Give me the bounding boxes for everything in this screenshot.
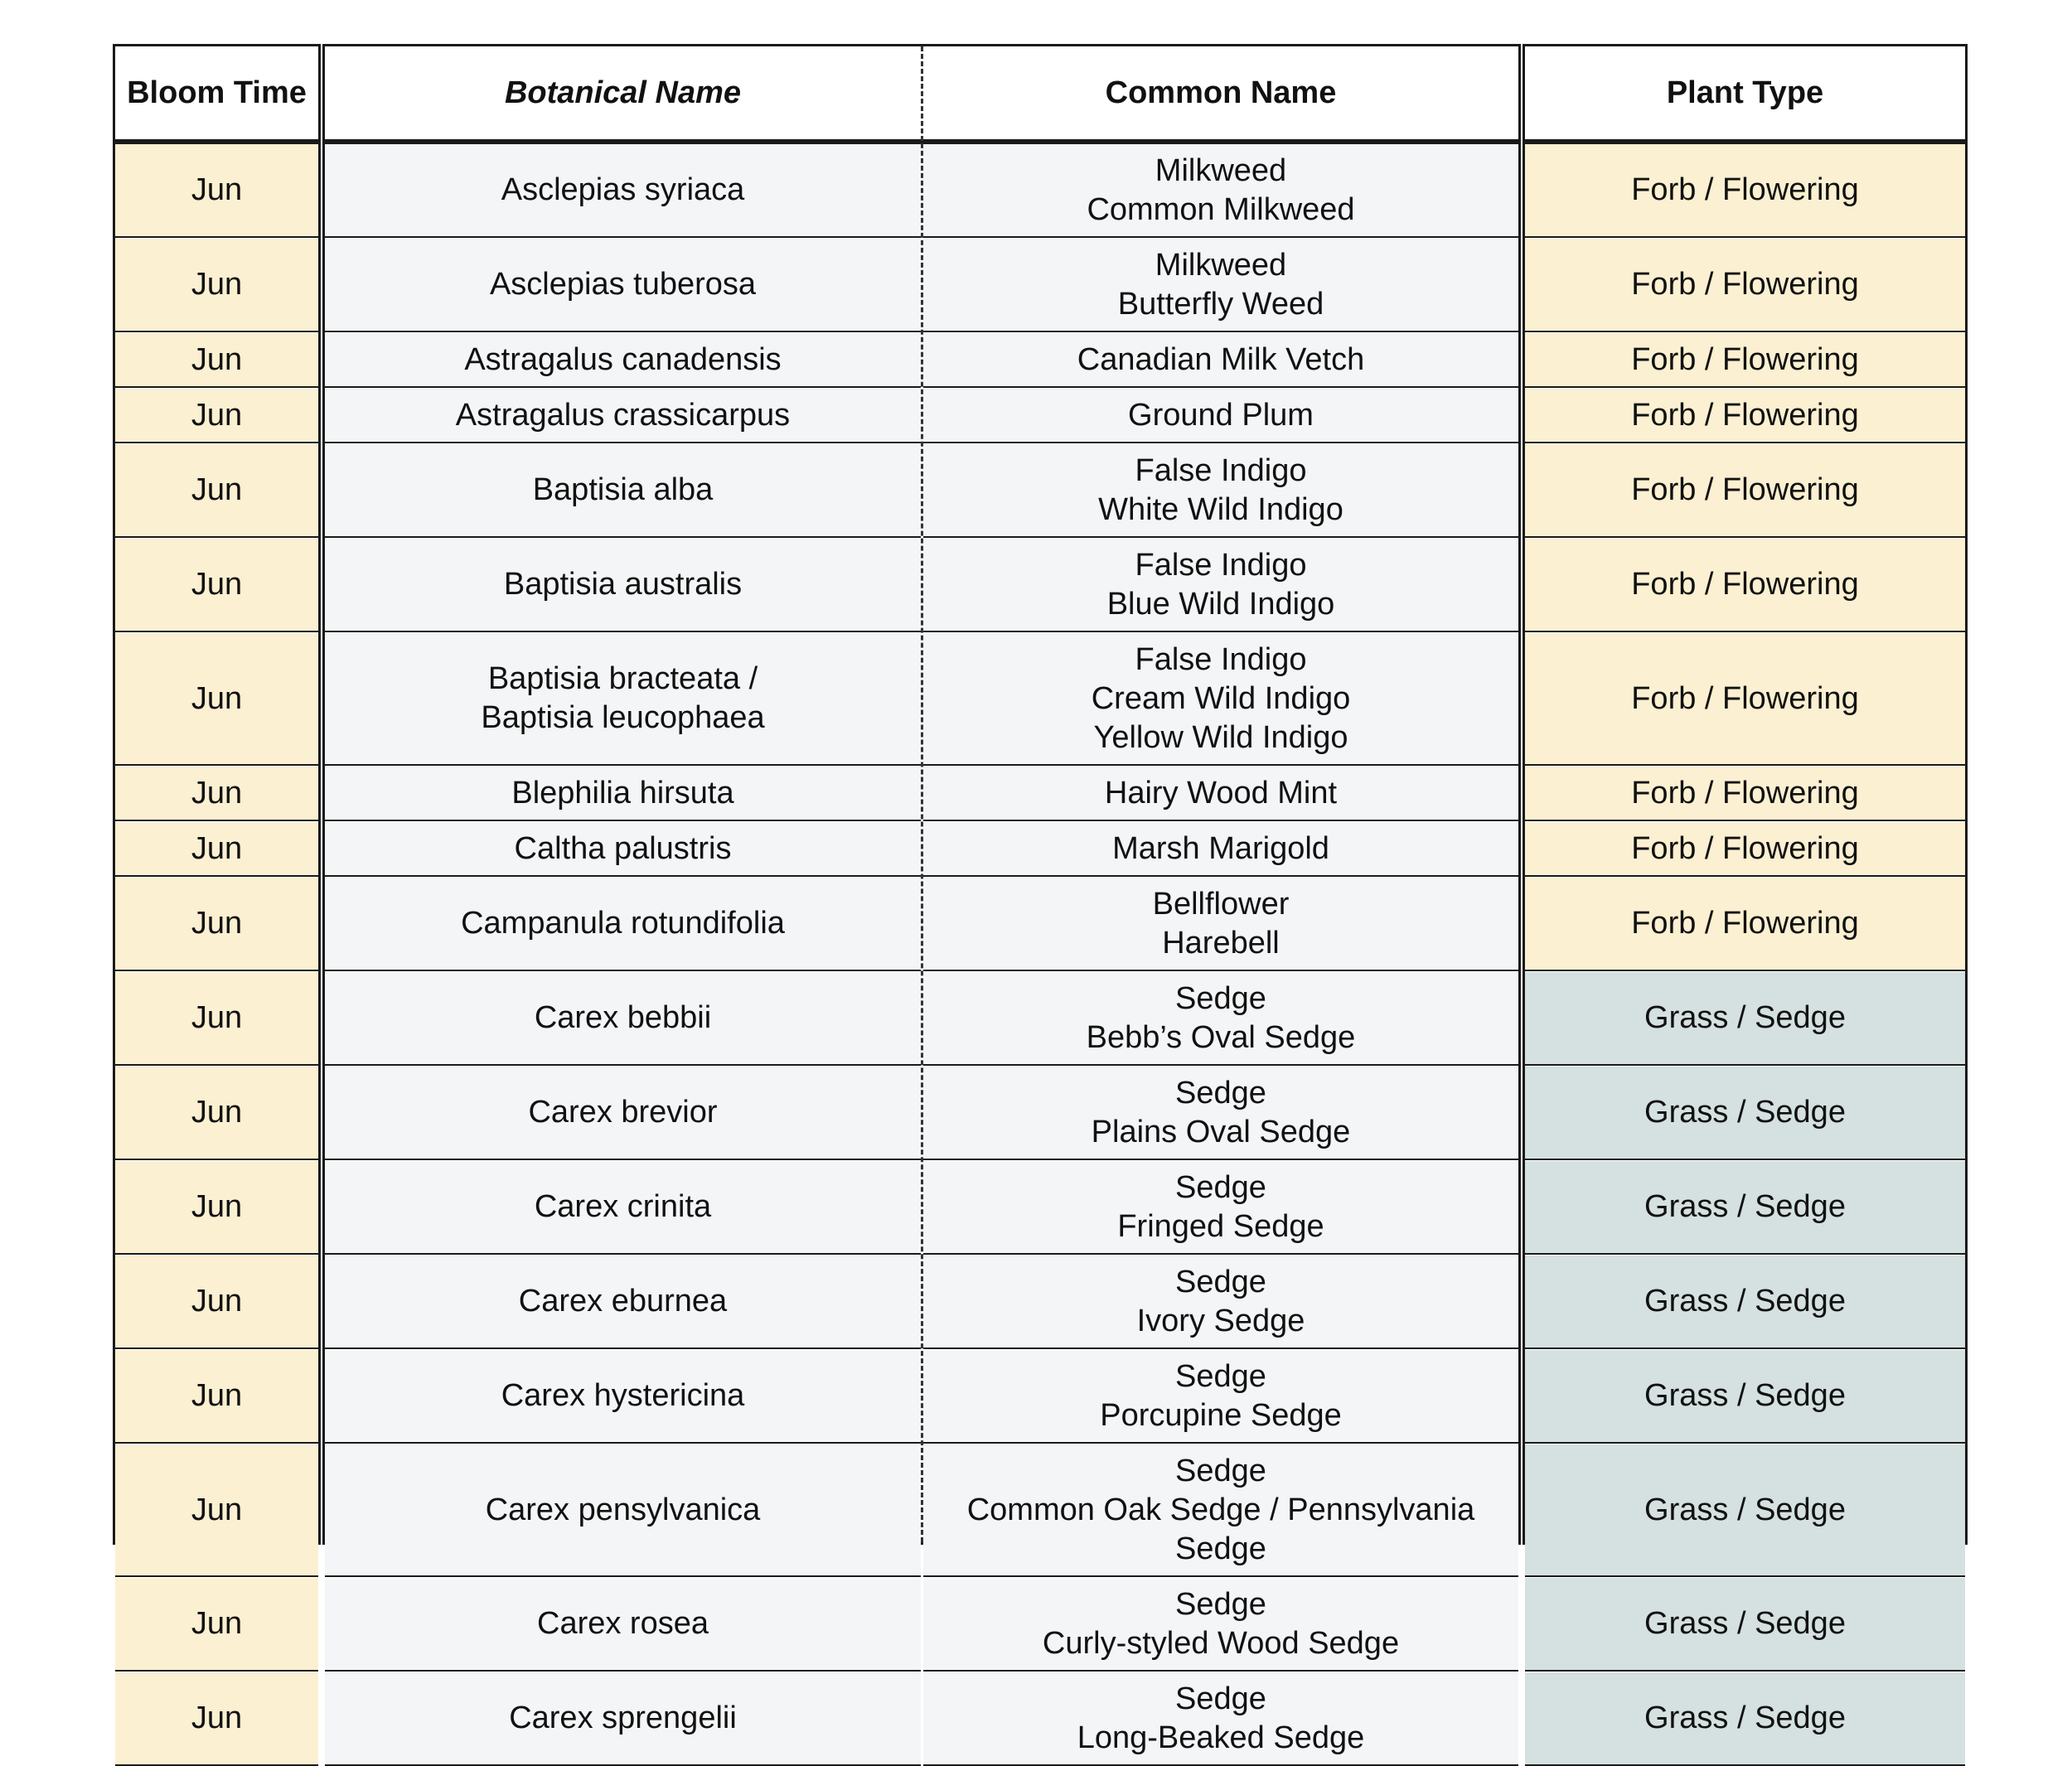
- common-name-line: Long-Beaked Sedge: [1077, 1720, 1365, 1755]
- common-name-line: Ground Plum: [1128, 397, 1314, 433]
- botanical-name-line: Carex rosea: [537, 1606, 709, 1641]
- common-name-line: Sedge: [1175, 1453, 1266, 1488]
- common-name-line: Hairy Wood Mint: [1104, 775, 1338, 810]
- botanical-name-cell: [325, 1444, 921, 1577]
- bloom-time-cell: Jun: [115, 1578, 318, 1672]
- botanical-name-cell: [325, 389, 921, 443]
- common-name-line: Bebb’s Oval Sedge: [1086, 1019, 1356, 1055]
- bloom-time-cell: Jun: [115, 144, 318, 238]
- common-name-cell: [923, 1350, 1518, 1444]
- botanical-name-line: Baptisia alba: [532, 472, 714, 507]
- botanical-name-line: Asclepias tuberosa: [489, 267, 757, 302]
- botanical-name-cell: [325, 144, 921, 238]
- plant-type-cell: Forb / Flowering: [1525, 444, 1965, 538]
- plant-type-cell: Grass / Sedge: [1525, 1256, 1965, 1349]
- bloom-time-cell: Jun: [115, 1350, 318, 1444]
- common-name-cell: [923, 1256, 1518, 1349]
- botanical-name-line: Carex brevior: [528, 1095, 718, 1130]
- botanical-name-line: Baptisia australis: [503, 567, 743, 602]
- common-name-line: Marsh Marigold: [1112, 830, 1329, 866]
- common-name-line: Sedge: [1175, 1358, 1266, 1394]
- bloom-time-cell: Jun: [115, 333, 318, 388]
- common-name-line: Fringed Sedge: [1117, 1208, 1324, 1244]
- common-name-cell: [923, 878, 1518, 971]
- common-name-cell: [923, 1161, 1518, 1255]
- botanical-name-line: Carex eburnea: [518, 1284, 728, 1318]
- plant-type-cell: Forb / Flowering: [1525, 539, 1965, 632]
- plant-type-cell: Forb / Flowering: [1525, 144, 1965, 238]
- common-name-line: Sedge: [1175, 1531, 1266, 1566]
- common-name-cell: [923, 767, 1518, 821]
- common-name-line: Yellow Wild Indigo: [1093, 719, 1348, 755]
- common-name-line: Milkweed: [1155, 152, 1287, 188]
- botanical-name-cell: [325, 1067, 921, 1160]
- common-name-cell: [923, 1672, 1518, 1766]
- common-name-cell: [923, 1578, 1518, 1672]
- common-name-cell: [923, 539, 1518, 632]
- botanical-name-line: Baptisia leucophaea: [481, 700, 765, 735]
- bloom-time-cell: Jun: [115, 444, 318, 538]
- botanical-name-line: Campanula rotundifolia: [461, 906, 785, 941]
- common-name-line: Bellflower: [1152, 886, 1290, 922]
- common-name-cell: [923, 1067, 1518, 1160]
- common-name-line: Sedge: [1175, 1075, 1266, 1110]
- bloom-time-cell: Jun: [115, 1672, 318, 1766]
- common-name-cell: [923, 239, 1518, 332]
- common-name-line: White Wild Indigo: [1098, 491, 1343, 527]
- common-name-cell: [923, 144, 1518, 238]
- botanical-name-cell: [325, 333, 921, 388]
- header-common-name: Common Name: [1105, 75, 1337, 110]
- common-name-line: Harebell: [1162, 925, 1280, 960]
- common-name-line: Ivory Sedge: [1136, 1303, 1305, 1338]
- botanical-name-line: Blephilia hirsuta: [511, 775, 734, 810]
- botanical-name-line: Baptisia bracteata /: [487, 661, 758, 696]
- plant-type-cell: Forb / Flowering: [1525, 389, 1965, 443]
- botanical-name-cell: [325, 444, 921, 538]
- bloom-time-cell: Jun: [115, 1256, 318, 1349]
- plant-type-cell: Forb / Flowering: [1525, 878, 1965, 971]
- botanical-name-line: Asclepias syriaca: [501, 172, 745, 207]
- bloom-time-cell: Jun: [115, 878, 318, 971]
- common-name-line: Sedge: [1175, 1681, 1266, 1716]
- common-name-line: Sedge: [1175, 1169, 1266, 1205]
- plant-type-cell: Grass / Sedge: [1525, 1444, 1965, 1577]
- botanical-name-cell: [325, 633, 921, 766]
- botanical-name-cell: [325, 1256, 921, 1349]
- common-name-line: Plains Oval Sedge: [1091, 1114, 1351, 1149]
- common-name-line: False Indigo: [1135, 547, 1307, 583]
- plant-type-cell: Grass / Sedge: [1525, 1578, 1965, 1672]
- botanical-name-line: Caltha palustris: [514, 830, 732, 866]
- bloom-time-cell: Jun: [115, 767, 318, 821]
- common-name-cell: [923, 972, 1518, 1066]
- bloom-time-cell: Jun: [115, 539, 318, 632]
- botanical-name-line: Carex bebbii: [534, 1000, 712, 1035]
- botanical-name-line: Carex pensylvanica: [485, 1492, 761, 1527]
- common-name-line: Canadian Milk Vetch: [1077, 341, 1365, 377]
- botanical-name-cell: [325, 1161, 921, 1255]
- botanical-name-cell: [325, 539, 921, 632]
- common-name-line: Curly-styled Wood Sedge: [1042, 1625, 1400, 1661]
- common-name-line: Common Oak Sedge / Pennsylvania: [966, 1492, 1475, 1527]
- common-name-cell: [923, 333, 1518, 388]
- common-name-line: Blue Wild Indigo: [1106, 586, 1335, 622]
- plant-type-cell: Forb / Flowering: [1525, 822, 1965, 877]
- plant-type-cell: Grass / Sedge: [1525, 1067, 1965, 1160]
- bloom-time-cell: Jun: [115, 239, 318, 332]
- common-name-line: False Indigo: [1135, 452, 1307, 488]
- common-name-cell: [923, 633, 1518, 766]
- common-name-cell: [923, 444, 1518, 538]
- botanical-name-line: Carex crinita: [534, 1189, 712, 1224]
- header-plant-type: Plant Type: [1666, 75, 1824, 110]
- botanical-name-cell: [325, 239, 921, 332]
- common-name-line: Sedge: [1175, 980, 1266, 1016]
- botanical-name-line: Carex hystericina: [501, 1378, 745, 1413]
- common-name-line: False Indigo: [1135, 641, 1307, 677]
- bloom-time-cell: Jun: [115, 1067, 318, 1160]
- botanical-name-cell: [325, 822, 921, 877]
- common-name-cell: [923, 389, 1518, 443]
- botanical-name-cell: [325, 1350, 921, 1444]
- common-name-line: Milkweed: [1155, 247, 1287, 283]
- header-botanical-name: Botanical Name: [504, 75, 742, 110]
- plant-type-cell: Grass / Sedge: [1525, 1672, 1965, 1766]
- botanical-name-line: Carex sprengelii: [509, 1701, 737, 1735]
- bloom-time-cell: Jun: [115, 389, 318, 443]
- common-name-cell: [923, 1444, 1518, 1577]
- plant-type-cell: Grass / Sedge: [1525, 1350, 1965, 1444]
- botanical-name-cell: [325, 878, 921, 971]
- plant-type-cell: Forb / Flowering: [1525, 239, 1965, 332]
- common-name-line: Butterfly Weed: [1117, 286, 1324, 322]
- botanical-name-cell: [325, 767, 921, 821]
- botanical-name-cell: [325, 1672, 921, 1766]
- bloom-time-cell: Jun: [115, 972, 318, 1066]
- plant-type-cell: Grass / Sedge: [1525, 1161, 1965, 1255]
- plant-type-cell: Forb / Flowering: [1525, 333, 1965, 388]
- common-name-cell: [923, 822, 1518, 877]
- botanical-name-cell: [325, 1578, 921, 1672]
- common-name-line: Common Milkweed: [1087, 191, 1355, 227]
- bloom-time-cell: Jun: [115, 633, 318, 766]
- common-name-line: Sedge: [1175, 1586, 1266, 1622]
- common-name-line: Cream Wild Indigo: [1091, 680, 1351, 716]
- bloom-time-cell: Jun: [115, 822, 318, 877]
- bloom-time-cell: Jun: [115, 1444, 318, 1577]
- name-column-divider: [921, 46, 923, 1542]
- bloom-time-cell: Jun: [115, 1161, 318, 1255]
- plant-type-cell: Forb / Flowering: [1525, 767, 1965, 821]
- common-name-line: Sedge: [1175, 1264, 1266, 1299]
- plant-type-cell: Grass / Sedge: [1525, 972, 1965, 1066]
- plant-type-cell: Forb / Flowering: [1525, 633, 1965, 766]
- botanical-name-line: Astragalus canadensis: [464, 341, 782, 377]
- botanical-name-line: Astragalus crassicarpus: [455, 397, 791, 433]
- header-bloom-time: Bloom Time: [127, 75, 307, 110]
- botanical-name-cell: [325, 972, 921, 1066]
- common-name-line: Porcupine Sedge: [1100, 1397, 1342, 1433]
